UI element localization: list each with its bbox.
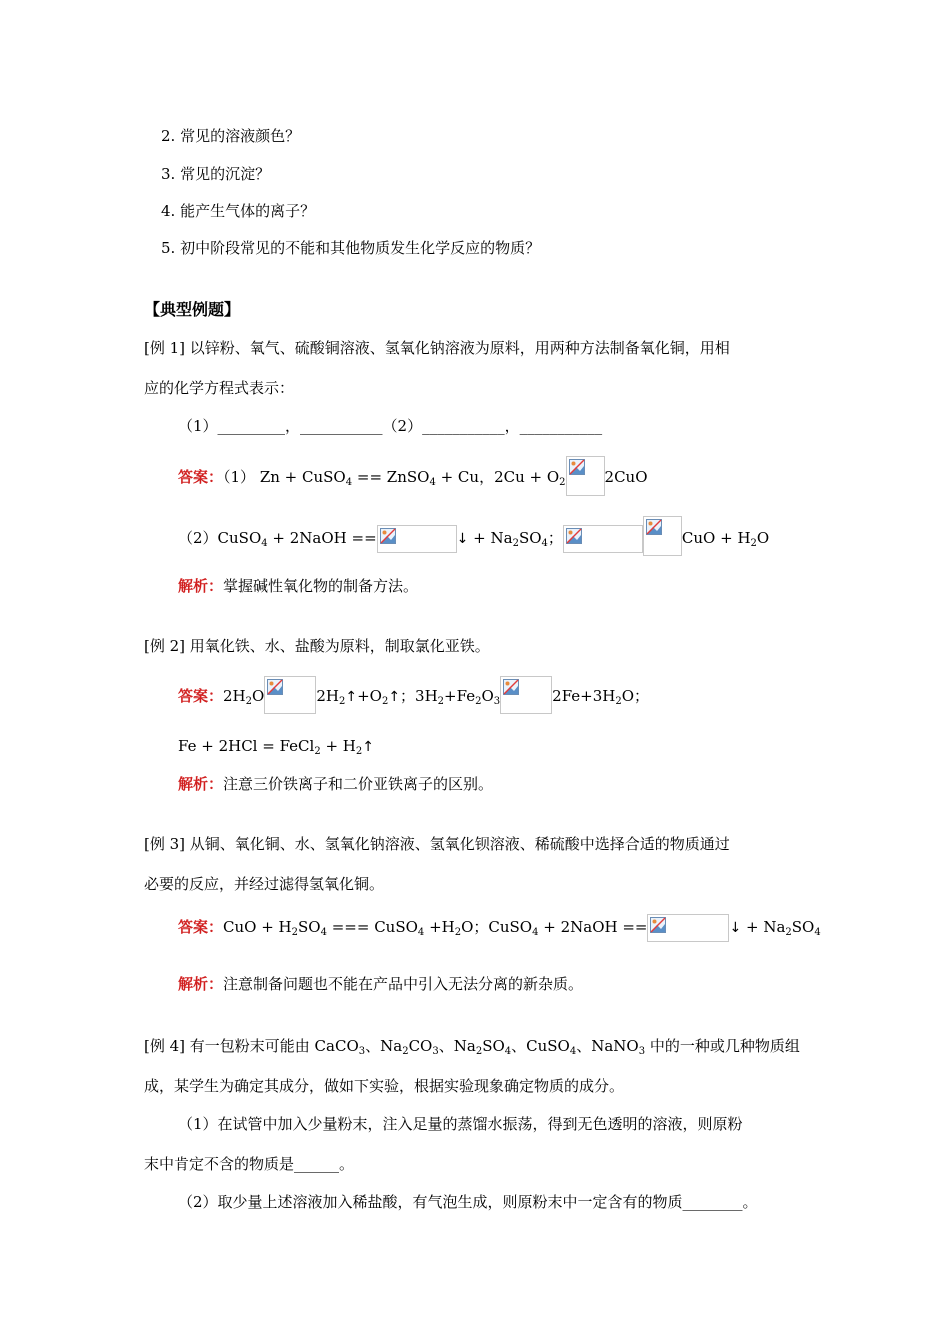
analysis-label: 解析： bbox=[178, 975, 224, 993]
example-1-answer-line1: 答案：（1） Zn + CuSO$_4$ == ZnSO$_4$ + Cu，$2Cu + O_2$ 2CuO bbox=[178, 460, 648, 496]
broken-image-icon bbox=[377, 525, 457, 553]
broken-image-icon bbox=[643, 516, 682, 556]
precipitate-arrow-icon: ↓ bbox=[456, 531, 469, 547]
question-4: 4. 能产生气体的离子？ bbox=[161, 202, 316, 220]
broken-image-icon bbox=[566, 456, 605, 496]
broken-image-icon bbox=[500, 676, 552, 714]
example-3-text-line1: [例 3] 从铜、氧化铜、水、氢氧化钠溶液、氢氧化钡溶液、稀硫酸中选择合适的物质通过 bbox=[144, 835, 730, 853]
example-2-answer-line2: Fe + 2HCl = FeCl$_2$ + $H_2↑$ bbox=[178, 737, 374, 757]
example-3-text-line2: 必要的反应，并经过滤得氢氧化铜。 bbox=[144, 875, 385, 893]
example-1-blanks: （1）_________，___________（2）___________，___________ bbox=[178, 417, 603, 435]
example-2-answer-line1: 答案：$2H_2O$ $2H_2↑+O_2↑$；$3H_2+Fe_2O_3$ $2Fe+3H_2O$； bbox=[178, 680, 649, 714]
example-1-analysis: 解析：掌握碱性氧化物的制备方法。 bbox=[178, 577, 419, 595]
example-3-analysis: 解析：注意制备问题也不能在产品中引入无法分离的新杂质。 bbox=[178, 975, 584, 993]
answer-label: 答案： bbox=[178, 918, 224, 936]
broken-image-icon bbox=[647, 914, 729, 942]
example-2-analysis: 解析：注意三价铁离子和二价亚铁离子的区别。 bbox=[178, 775, 494, 793]
broken-image-icon bbox=[264, 676, 316, 714]
example-4-part2: （2）取少量上述溶液加入稀盐酸，有气泡生成，则原粉末中一定含有的物质________。 bbox=[178, 1193, 758, 1211]
example-4-text-line1: [例 4] 有一包粉末可能由 CaCO$_3$、$Na_2CO_3$、$Na_2SO_4$、CuSO$_4$、NaNO$_3$ 中的一种或几种物质组 bbox=[144, 1037, 800, 1057]
analysis-label: 解析： bbox=[178, 577, 224, 595]
answer-label: 答案： bbox=[178, 687, 224, 705]
question-5: 5. 初中阶段常见的不能和其他物质发生化学反应的物质？ bbox=[161, 239, 541, 257]
example-1-answer-line2: （2）CuSO$_4$ + 2NaOH == ↓ + $Na_2SO_4$； CuO + $H_2O$ bbox=[178, 522, 769, 556]
example-1-text-line1: [例 1] 以锌粉、氧气、硫酸铜溶液、氢氧化钠溶液为原料，用两种方法制备氧化铜，用相 bbox=[144, 339, 730, 357]
example-4-part1-line1: （1）在试管中加入少量粉末，注入足量的蒸馏水振荡，得到无色透明的溶液，则原粉 bbox=[178, 1115, 743, 1133]
question-3: 3. 常见的沉淀？ bbox=[161, 165, 271, 183]
answer-label: 答案： bbox=[178, 468, 224, 486]
example-4-part1-line2: 末中肯定不含的物质是______。 bbox=[144, 1155, 355, 1173]
example-4-text-line2: 成，某学生为确定其成分，做如下实验，根据实验现象确定物质的成分。 bbox=[144, 1077, 625, 1095]
example-3-answer: 答案：CuO + $H_2SO_4$ === CuSO$_4$ $+H_2O$；CuSO$_4$ + 2NaOH == ↓ + $Na_2SO_4$ bbox=[178, 914, 821, 942]
example-2-text: [例 2] 用氧化铁、水、盐酸为原料，制取氯化亚铁。 bbox=[144, 637, 490, 655]
analysis-label: 解析： bbox=[178, 775, 224, 793]
section-heading: 【典型例题】 bbox=[144, 300, 241, 319]
question-2: 2. 常见的溶液颜色？ bbox=[161, 127, 301, 145]
example-1-text-line2: 应的化学方程式表示： bbox=[144, 379, 295, 397]
broken-image-icon bbox=[563, 525, 643, 553]
